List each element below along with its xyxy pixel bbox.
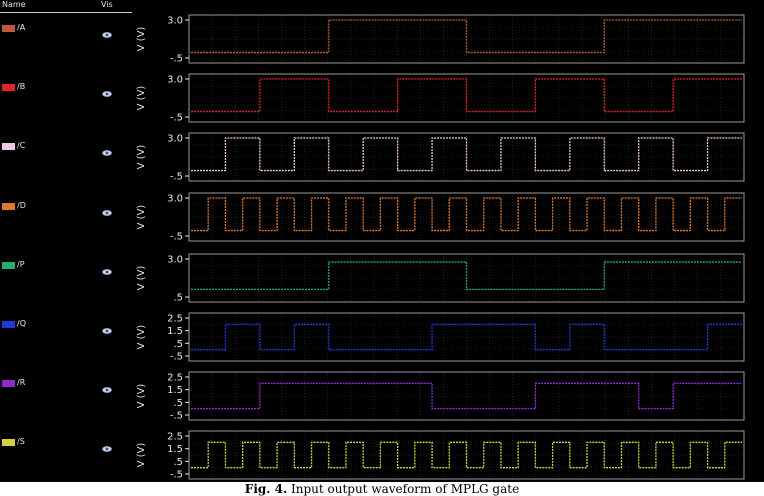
waveform-panel (136, 372, 744, 422)
y-tick-label: -.5 (169, 469, 183, 481)
visibility-eye-icon[interactable] (102, 24, 112, 32)
y-tick-label: .5 (173, 292, 183, 304)
waveform-panel (136, 15, 744, 65)
panel-grid (189, 431, 744, 479)
signal-name: /S (17, 437, 25, 446)
caption-text: Input output waveform of MPLG gate (290, 482, 520, 496)
signal-trace (191, 138, 742, 171)
y-tick-label: -.5 (169, 410, 183, 422)
signal-color-swatch (2, 84, 15, 91)
y-tick-label: .5 (173, 397, 183, 409)
signal-name: /Q (17, 319, 26, 328)
y-tick-label: -.5 (169, 53, 183, 65)
signal-name: /D (17, 201, 26, 210)
panel-grid (189, 372, 744, 420)
signal-name: /C (17, 141, 26, 150)
visibility-eye-icon[interactable] (102, 261, 112, 269)
visibility-eye-icon[interactable] (102, 142, 112, 150)
signal-row[interactable] (0, 318, 132, 332)
signal-row[interactable] (0, 377, 132, 391)
signal-color-swatch (2, 143, 15, 150)
signal-color-swatch (2, 321, 15, 328)
y-axis-label: V (V) (136, 383, 147, 409)
panel-grid (189, 313, 744, 361)
signal-color-swatch (2, 25, 15, 32)
signal-color-swatch (2, 262, 15, 269)
y-tick-label: 3.0 (167, 15, 183, 27)
y-tick-label: 3.0 (167, 74, 183, 86)
y-tick-label: 3.0 (167, 133, 183, 145)
signal-row[interactable] (0, 81, 132, 95)
y-axis-label: V (V) (136, 144, 147, 170)
caption-label: Fig. 4. (244, 482, 288, 496)
signal-row[interactable] (0, 436, 132, 450)
y-axis-label: V (V) (136, 85, 147, 111)
signal-list-header (0, 0, 132, 13)
visibility-eye-icon[interactable] (102, 438, 112, 446)
vis-column-header[interactable]: Vis (101, 0, 113, 9)
signal-name: /P (17, 260, 25, 269)
figure-caption (0, 482, 764, 496)
waveform-panel (136, 74, 744, 124)
waveform-panel (136, 254, 744, 304)
signal-name: /B (17, 82, 26, 91)
visibility-eye-icon[interactable] (102, 379, 112, 387)
y-tick-label: -.5 (169, 171, 183, 183)
y-axis-label: V (V) (136, 265, 147, 291)
waveform-panel (136, 133, 744, 183)
signal-row[interactable] (0, 200, 132, 214)
name-column-header[interactable]: Name (2, 0, 26, 9)
waveform-plots (130, 0, 750, 482)
y-tick-label: 2.5 (167, 313, 183, 325)
waveform-panel (136, 431, 744, 481)
y-tick-label: -.5 (169, 351, 183, 363)
visibility-eye-icon[interactable] (102, 320, 112, 328)
y-tick-label: 3.0 (167, 193, 183, 205)
y-tick-label: 2.5 (167, 431, 183, 443)
visibility-eye-icon[interactable] (102, 83, 112, 91)
y-axis-label: V (V) (136, 204, 147, 230)
y-axis-label: V (V) (136, 26, 147, 52)
signal-name: /R (17, 378, 26, 387)
visibility-eye-icon[interactable] (102, 202, 112, 210)
y-tick-label: 2.5 (167, 372, 183, 384)
signal-color-swatch (2, 380, 15, 387)
waveform-panel (136, 193, 744, 243)
y-tick-label: 1.5 (167, 385, 183, 397)
signal-row[interactable] (0, 140, 132, 154)
y-tick-label: .5 (173, 338, 183, 350)
y-axis-label: V (V) (136, 324, 147, 350)
y-tick-label: 3.0 (167, 254, 183, 266)
y-tick-label: -.5 (169, 112, 183, 124)
y-tick-label: -.5 (169, 231, 183, 243)
y-axis-label: V (V) (136, 442, 147, 468)
y-tick-label: .5 (173, 456, 183, 468)
signal-color-swatch (2, 203, 15, 210)
y-tick-label: 1.5 (167, 444, 183, 456)
waveform-panel (136, 313, 744, 363)
signal-color-swatch (2, 439, 15, 446)
signal-row[interactable] (0, 259, 132, 273)
signal-name: /A (17, 23, 26, 32)
signal-trace (191, 20, 742, 53)
signal-trace (191, 198, 742, 231)
y-tick-label: 1.5 (167, 326, 183, 338)
signal-row[interactable] (0, 22, 132, 36)
